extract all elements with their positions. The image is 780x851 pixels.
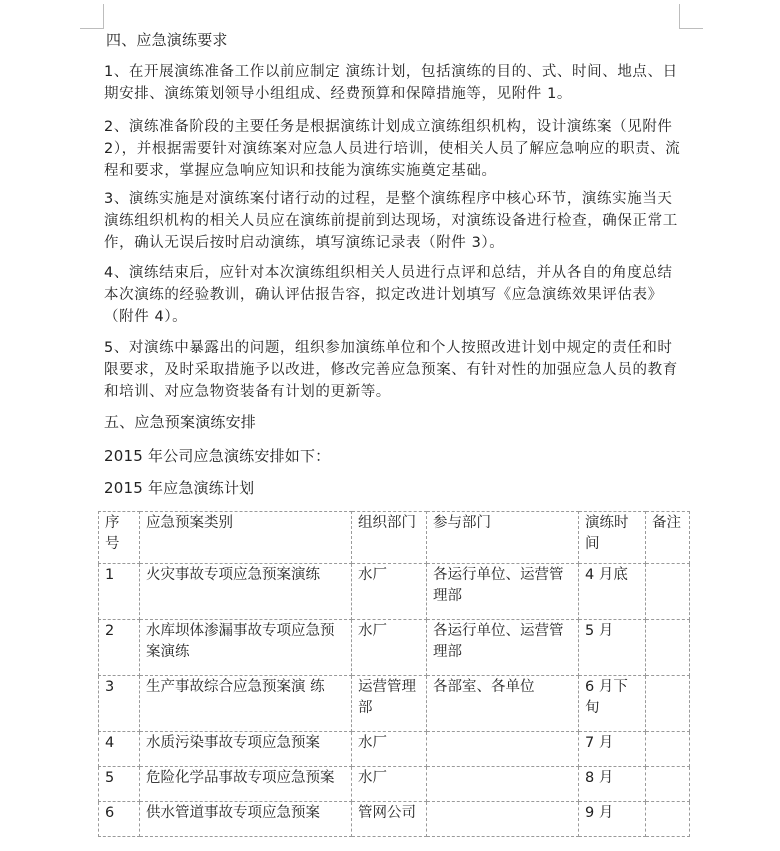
- cell-number: 3: [99, 676, 140, 732]
- cell-remarks: [646, 767, 690, 802]
- cell-number: 6: [99, 802, 140, 837]
- cell-participants: 各运行单位、运营管理部: [427, 620, 579, 676]
- crop-mark-left-horizontal: [80, 28, 104, 29]
- cell-participants: [427, 802, 579, 837]
- schedule-intro: 2015 年公司应急演练安排如下：: [104, 447, 331, 465]
- header-cell-remarks: 备注: [646, 512, 690, 564]
- cell-participants: 各部室、各单位: [427, 676, 579, 732]
- table-header-row: [99, 512, 690, 564]
- table-row: [99, 676, 690, 732]
- section-5-heading: 五、应急预案演练安排: [104, 413, 257, 431]
- cell-organizer: 水厂: [352, 620, 427, 676]
- header-cell-participants: 参与部门: [427, 512, 579, 564]
- cell-category: 火灾事故专项应急预案演练: [140, 564, 352, 620]
- cell-participants: [427, 732, 579, 767]
- table-row: [99, 732, 690, 767]
- cell-organizer: 管网公司: [352, 802, 427, 837]
- cell-participants: [427, 767, 579, 802]
- paragraph-2: 2、演练准备阶段的主要任务是根据演练计划成立演练组织机构，设计演练案（见附件 2），并根据需要针对演练案对应急人员进行培训，使相关人员了解应急响应的职责、流程和要求，掌握应急响应知识和技能为演练实施奠定基础。: [104, 119, 681, 179]
- cell-remarks: [646, 564, 690, 620]
- cell-category: 危险化学品事故专项应急预案: [140, 767, 352, 802]
- cell-category: 水库坝体渗漏事故专项应急预案演练: [140, 620, 352, 676]
- table-row: [99, 564, 690, 620]
- header-cell-organizer: 组织部门: [352, 512, 427, 564]
- cell-category: 供水管道事故专项应急预案: [140, 802, 352, 837]
- cell-time: 6 月下旬: [579, 676, 646, 732]
- cell-participants: 各运行单位、运营管理部: [427, 564, 579, 620]
- table-row: [99, 767, 690, 802]
- header-cell-number: 序号: [99, 512, 140, 564]
- section-4-heading: 四、应急演练要求: [106, 31, 228, 49]
- cell-time: 5 月: [579, 620, 646, 676]
- cell-number: 1: [99, 564, 140, 620]
- cell-organizer: 水厂: [352, 732, 427, 767]
- header-cell-time: 演练时间: [579, 512, 646, 564]
- table-title: 2015 年应急演练计划: [104, 479, 255, 497]
- crop-mark-right-vertical: [679, 4, 680, 28]
- cell-number: 4: [99, 732, 140, 767]
- crop-mark-right-horizontal: [679, 28, 703, 29]
- cell-category: 水质污染事故专项应急预案: [140, 732, 352, 767]
- paragraph-3: 3、演练实施是对演练案付诸行动的过程，是整个演练程序中核心环节，演练实施当天演练组织机构的相关人员应在演练前提前到达现场，对演练设备进行检查，确保正常工作，确认无误后按时启动演练，填写演练记录表（附件 3）。: [104, 191, 678, 251]
- cell-time: 7 月: [579, 732, 646, 767]
- cell-number: 5: [99, 767, 140, 802]
- cell-time: 9 月: [579, 802, 646, 837]
- cell-remarks: [646, 802, 690, 837]
- table-row: [99, 620, 690, 676]
- header-cell-category: 应急预案类别: [140, 512, 352, 564]
- paragraph-1: 1、在开展演练准备工作以前应制定 演练计划，包括演练的目的、式、时间、地点、日期安排、演练策划领导小组组成、经费预算和保障措施等，见附件 1。: [104, 64, 678, 102]
- cell-organizer: 水厂: [352, 767, 427, 802]
- paragraph-5: 5、对演练中暴露出的问题，组织参加演练单位和个人按照改进计划中规定的责任和时限要求，及时采取措施予以改进，修改完善应急预案、有针对性的加强应急人员的教育和培训、对应急物资装备有计划的更新等。: [104, 340, 678, 400]
- drill-plan-table: [98, 511, 690, 837]
- crop-mark-left-vertical: [103, 4, 104, 28]
- cell-time: 4 月底: [579, 564, 646, 620]
- cell-organizer: 水厂: [352, 564, 427, 620]
- cell-time: 8 月: [579, 767, 646, 802]
- cell-remarks: [646, 732, 690, 767]
- table-row: [99, 802, 690, 837]
- cell-category: 生产事故综合应急预案演 练: [140, 676, 352, 732]
- cell-organizer: 运营管理部: [352, 676, 427, 732]
- cell-remarks: [646, 620, 690, 676]
- cell-number: 2: [99, 620, 140, 676]
- paragraph-4: 4、演练结束后，应针对本次演练组织相关人员进行点评和总结，并从各自的角度总结本次演练的经验教训，确认评估报告容，拟定改进计划填写《应急演练效果评估表》（附件 4）。: [104, 265, 673, 325]
- cell-remarks: [646, 676, 690, 732]
